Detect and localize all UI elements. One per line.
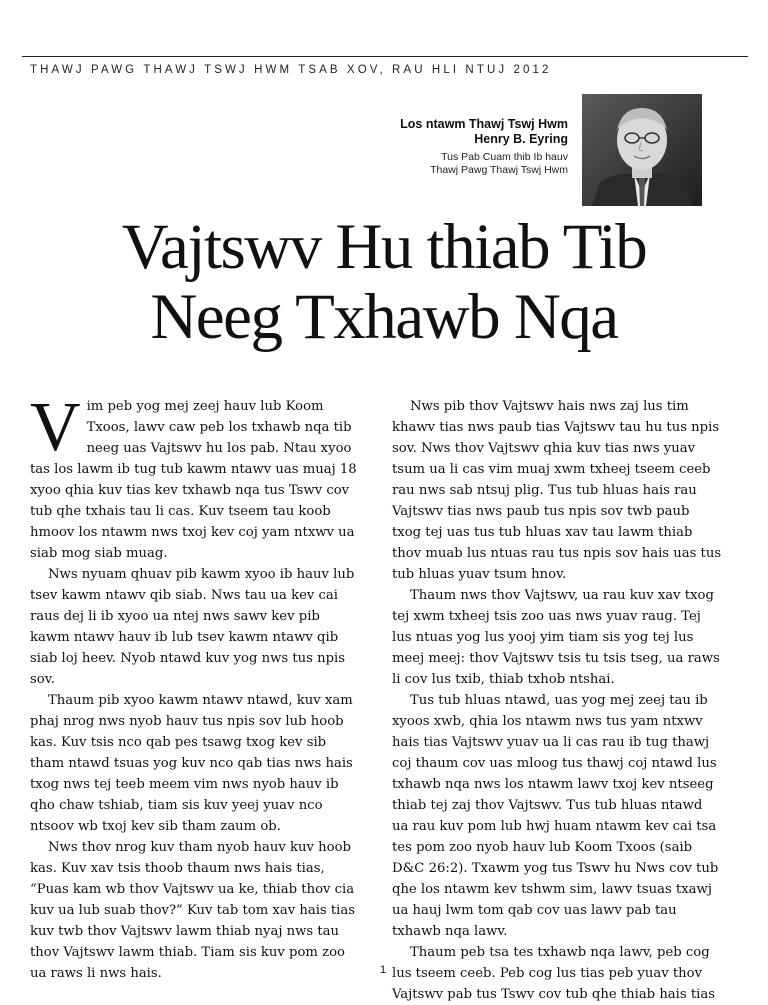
paragraph: Thaum pib xyoo kawm ntawv ntawd, kuv xam phaj nrog nws nyob hauv tus npis sov lub hoob kas. Kuv tsis nco qab pes tsawg txog kev sib tham ntawd tsuas yog kuv nco qab tias nws hais txog nws tej teeb meem vim nws nyob hauv ib qho chaw tshiab, tiam sis kuv yeej yuav nco ntsoov wb txoj kev sib tham zaum ob. [30,693,353,834]
paragraph-text: im peb yog mej zeej hauv lub Koom Txoos, lawv caw peb los txhawb nqa tib neeg uas Vajtswv hu los pab. Ntau xyoo tas los lawm ib tug tub kawm ntawv uas muaj 18 xyoo qhia kuv tias kev txhawb nqa tus Tswv cov tub qhe txhais tau li cas. Kuv tseem tau koob hmoov los ntawm nws txoj kev coj yam ntxwv ua siab mog siab muag. [30,399,357,561]
paragraph: Thaum peb tsa tes txhawb nqa lawv, peb cog lus tseem ceeb. Peb cog lus tias peb yuav thov Vajtswv pab tus Tswv cov tub qhe thiab hais tias [392,945,715,1002]
author-role [400,151,568,177]
paragraph: Nws pib thov Vajtswv hais nws zaj lus tim khawv tias nws paub tias Vajtswv tau hu tus npis sov. Nws thov Vajtswv qhia kuv tias nws yuav tsum ua li cas vim muaj xwm txheej tseem ceeb rau nws sab ntsuj plig. Tus tub hluas hais rau Vajtswv tias nws paub tus npis sov twb paub txog tej uas tus tub hluas xav tau lawm thiab thov muab lus ntuas rau tus npis sov hais uas tus tub hluas yuav tsum hnov. [392,399,722,582]
author-portrait [582,94,702,206]
article-title [0,212,768,352]
paragraph: Thaum nws thov Vajtswv, ua rau kuv xav txog tej xwm txheej tsis zoo uas nws yuav raug. Tej lus ntuas yog lus yooj yim tiam sis yog tej lus meej meej: thov Vajtswv tsis tu tsis tseg, ua raws li cov lus txib, thiab txhob ntshai. [392,588,720,687]
author-byline: Los ntawm Thawj Tswj Hwm [400,117,568,131]
drop-cap: V [30,389,81,466]
author-name: Henry B. Eyring [474,132,568,146]
author-block [400,117,568,177]
paragraph: Nws nyuam qhuav pib kawm xyoo ib hauv lub tsev kawm ntawv qib siab. Nws tau ua kev cai raus dej li ib xyoo ua ntej nws sawv kev pib kawm ntawv hauv ib lub tsev kawm ntawv qib siab loj heev. Nyob ntawd kuv yog nws tus npis sov. [30,567,355,687]
author-role-line1: Tus Pab Cuam thib Ib hauv [441,151,568,163]
left-column [30,389,360,984]
title-line1: Vajtswv Hu thiab Tib [121,211,647,283]
portrait-image [582,94,702,206]
paragraph: Nws thov nrog kuv tham nyob hauv kuv hoob kas. Kuv xav tsis thoob thaum nws hais tias, “Puas kam wb thov Vajtswv ua ke, thiab thov cia kuv ua lub suab thov?” Kuv tab tom xav hais tias kuv twb thov Vajtswv lawm thiab nyaj nws tau thov Vajtswv lawm thiab. Tiam sis kuv pom zoo ua raws li nws hais. [30,840,356,981]
paragraph [30,389,360,564]
running-title: THAWJ PAWG THAWJ TSWJ HWM TSAB XOV, RAU HLI NTUJ 2012 [30,64,552,76]
paragraph: Tus tub hluas ntawd, uas yog mej zeej tau ib xyoos xwb, qhia los ntawm nws tus yam ntxwv hais tias Vajtswv yuav ua li cas rau ib tug thawj coj thaum cov uas mloog tus thawj coj ntawd lus txhawb nqa nws los ntawm lawv txoj kev ntseeg thiab tej zaj thov Vajtswv. Tus tub hluas ntawd ua rau kuv pom lub hwj huam ntawm kev cai tsa tes pom zoo nyob hauv lub Koom Txoos (saib D&C 26:2). Txawm yog tus Tswv hu Nws cov tub qhe los ntawm kev tshwm sim, lawv tsuas txawj ua hauj lwm tom qab cov uas lawv pab tau txhawb nqa lawv. [392,693,719,939]
right-column [392,396,722,1005]
header-rule [22,56,748,57]
title-line2: Neeg Txhawb Nqa [150,281,618,353]
author-role-line2: Thawj Pawg Thawj Tswj Hwm [430,164,568,176]
page-number: 1 [380,964,387,976]
